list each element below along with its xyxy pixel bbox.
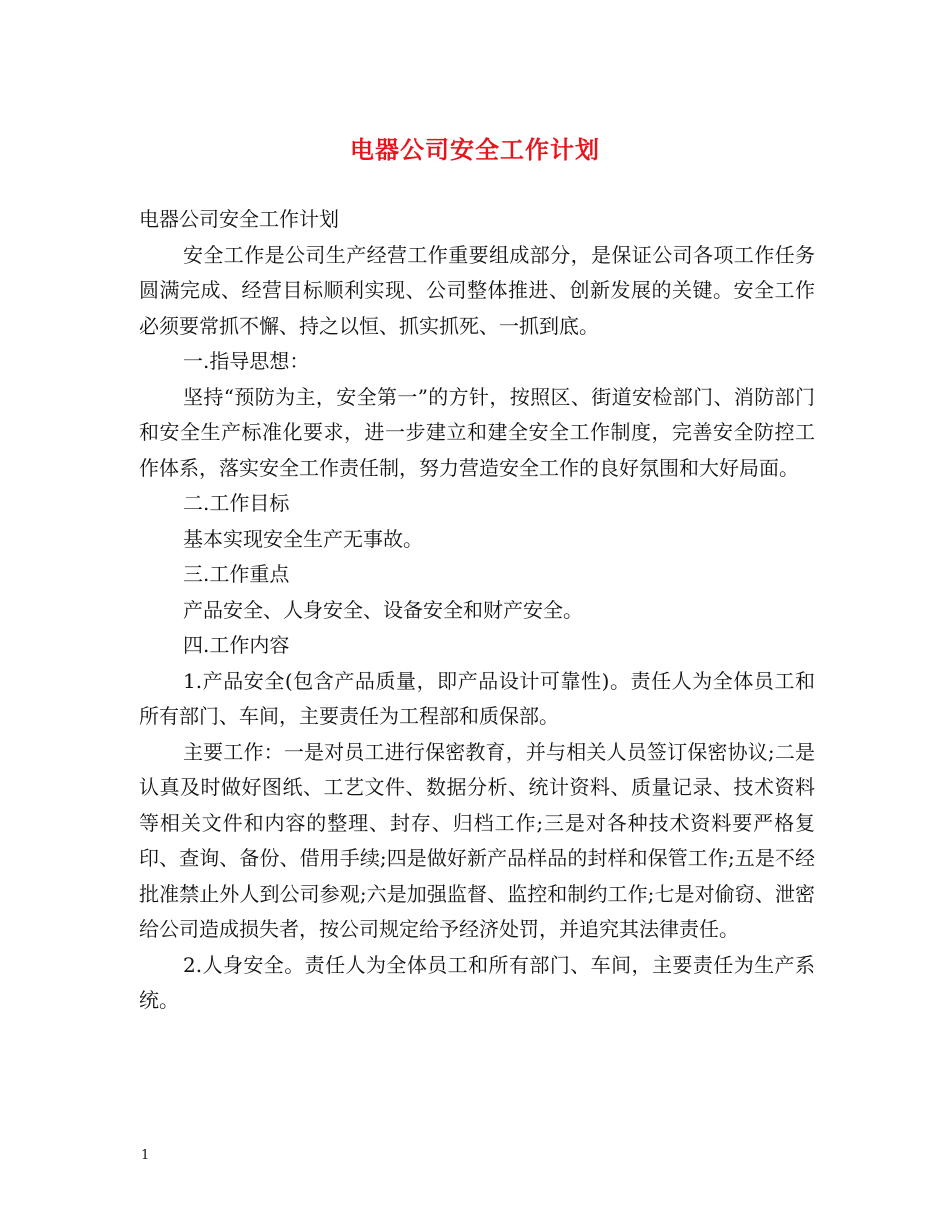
document-title: 电器公司安全工作计划 [350,135,600,164]
section-heading-work-focus: 三.工作重点 [183,562,290,586]
section-heading-work-goal: 二.工作目标 [183,491,290,515]
guiding-ideology-paragraph: 坚持“预防为主，安全第一”的方针，按照区、街道安检部门、消防部门和安全生产标准化要求，进一步建立和建全安全工作制度，完善安全防控工作体系，落实安全工作责任制，努力营造安全工作的良好氛围和大好局面。 [139,384,815,480]
work-focus-paragraph: 产品安全、人身安全、设备安全和财产安全。 [183,597,583,622]
subtitle-paragraph: 电器公司安全工作计划 [139,207,339,231]
work-goal-paragraph: 基本实现安全生产无事故。 [183,526,423,551]
section-heading-guiding-ideology: 一.指导思想： [183,349,310,373]
section-heading-work-content: 四.工作内容 [183,633,290,657]
personal-safety-paragraph: 2.人身安全。责任人为全体员工和所有部门、车间，主要责任为生产系统。 [139,952,815,1012]
product-safety-paragraph: 1.产品安全(包含产品质量，即产品设计可靠性)。责任人为全体员工和所有部门、车间，主要责任为工程部和质保部。 [139,668,815,728]
main-work-paragraph: 主要工作：一是对员工进行保密教育，并与相关人员签订保密协议;二是认真及时做好图纸、工艺文件、数据分析、统计资料、质量记录、技术资料等相关文件和内容的整理、封存、归档工作;三是对各种技术资料要严格复印、查询、备份、借用手续;四是做好新产品样品的封样和保管工作;五是不经批准禁止外人到公司参观;六是加强监督、监控和制约工作;七是对偷窃、泄密给公司造成损失者，按公司规定给予经济处罚，并追究其法律责任。 [139,739,815,941]
document-body [139,202,815,1019]
intro-paragraph: 安全工作是公司生产经营工作重要组成部分，是保证公司各项工作任务圆满完成、经营目标顺利实现、公司整体推进、创新发展的关键。安全工作必须要常抓不懈、持之以恒、抓实抓死、一抓到底。 [139,242,815,338]
page-number: 1 [141,1148,150,1163]
